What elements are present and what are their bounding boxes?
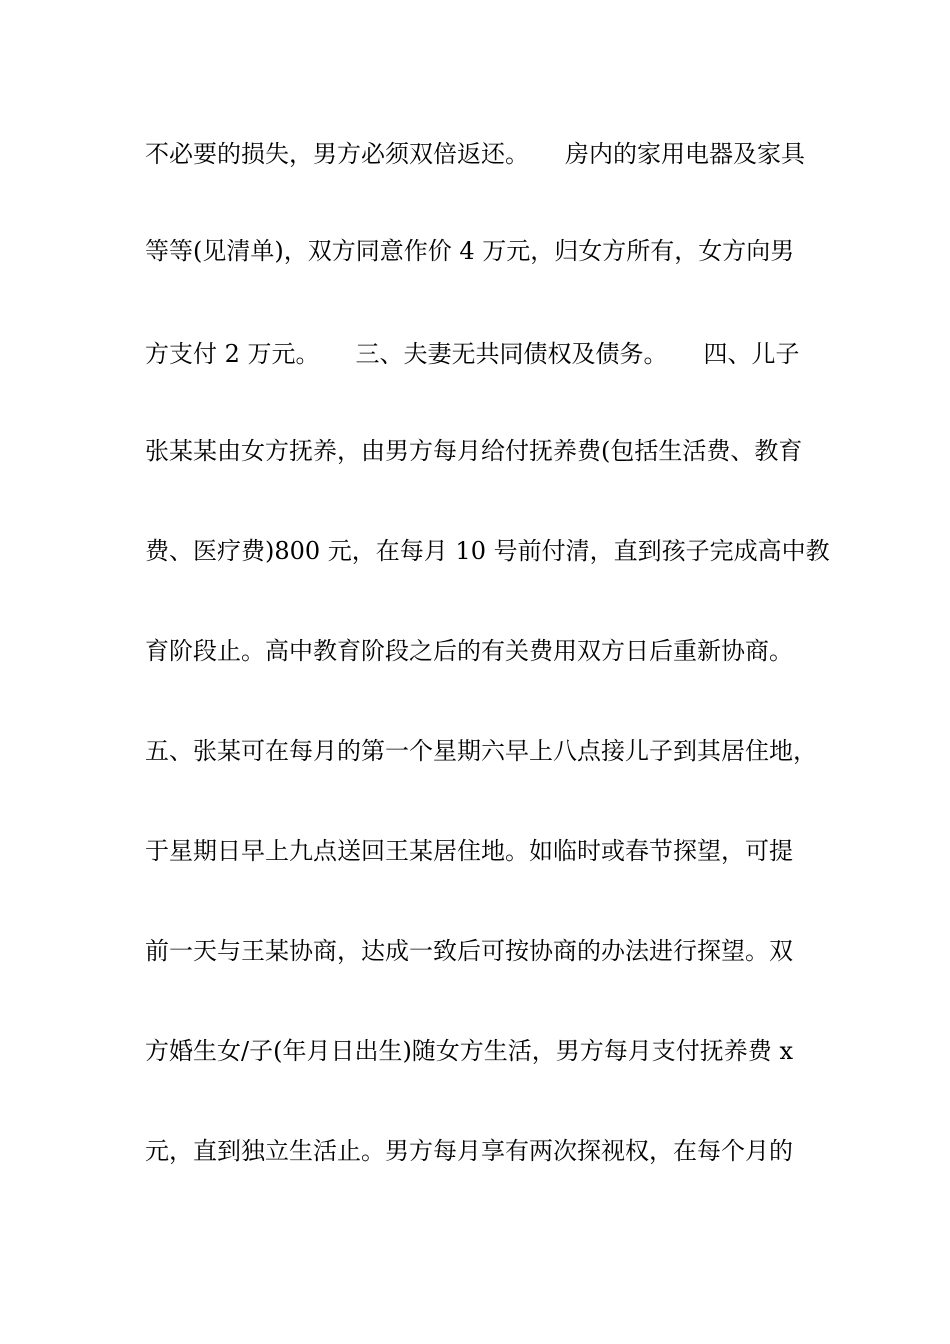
text-line-11: 元，直到独立生活止。男方每月享有两次探视权，在每个月的 (145, 1137, 793, 1165)
text-line-5: 费、医疗费)800 元，在每月 10 号前付清，直到孩子完成高中教 (145, 537, 830, 565)
text-line-2: 等等(见清单)，双方同意作价 4 万元，归女方所有，女方向男 (145, 237, 795, 265)
text-line-9: 前一天与王某协商，达成一致后可按协商的办法进行探望。双 (145, 937, 793, 965)
text-line-10: 方婚生女/子(年月日出生)随女方生活，男方每月支付抚养费 x (145, 1037, 793, 1065)
text-line-4: 张某某由女方抚养，由男方每月给付抚养费(包括生活费、教育 (145, 437, 803, 465)
text-line-6: 育阶段止。高中教育阶段之后的有关费用双方日后重新协商。 (145, 637, 793, 665)
text-line-7: 五、张某可在每月的第一个星期六早上八点接儿子到其居住地， (145, 737, 817, 765)
text-line-3: 方支付 2 万元。 三、夫妻无共同债权及债务。 四、儿子 (145, 340, 800, 368)
text-line-8: 于星期日早上九点送回王某居住地。如临时或春节探望，可提 (145, 837, 793, 865)
text-line-1: 不必要的损失，男方必须双倍返还。 房内的家用电器及家具 (145, 140, 805, 168)
